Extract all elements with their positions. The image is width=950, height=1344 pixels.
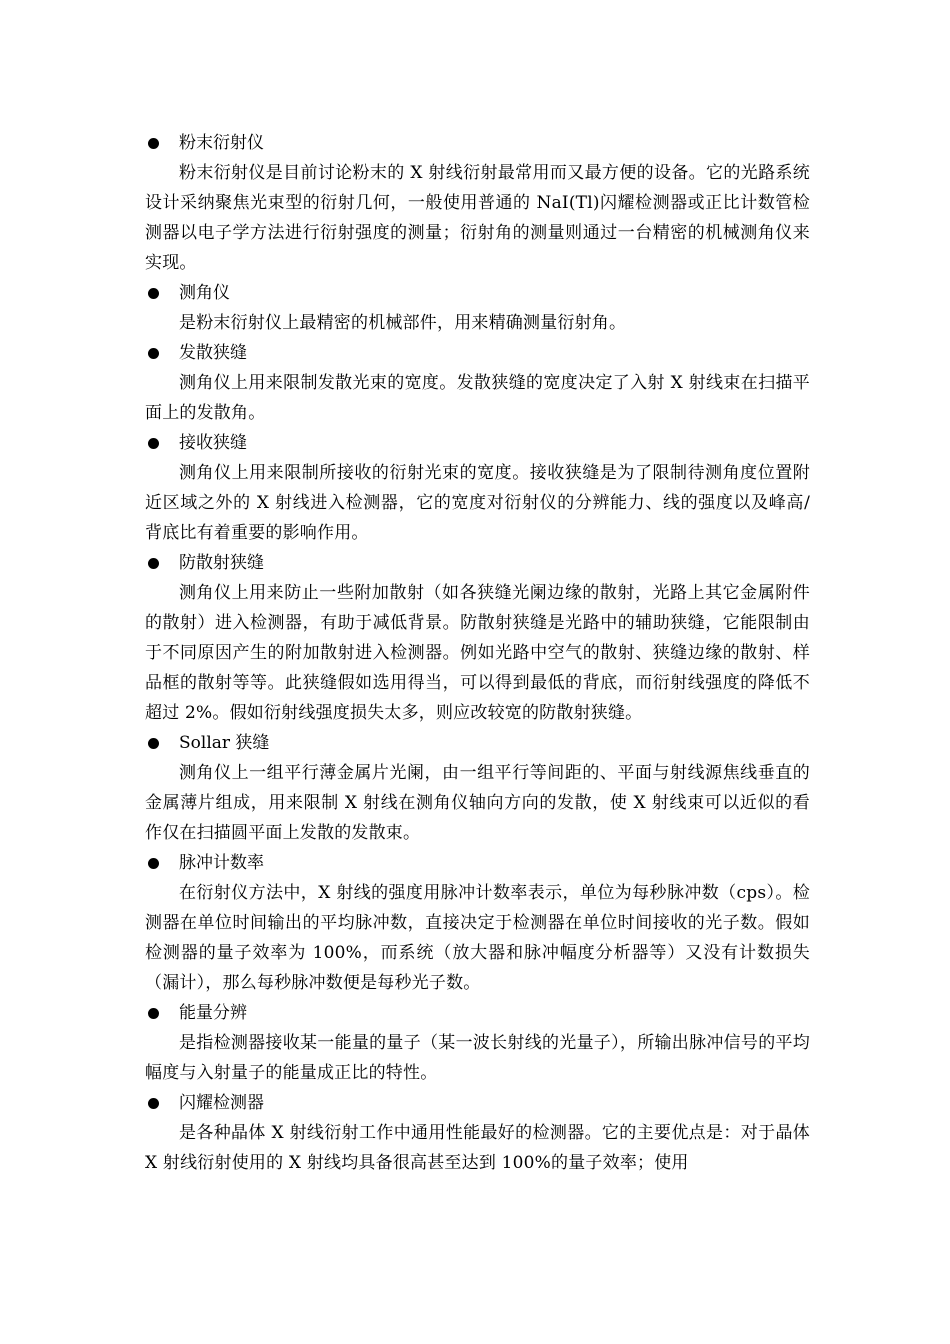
term-heading — [145, 128, 810, 158]
term-label: 粉末衍射仪 — [179, 133, 264, 153]
entry-divergence-slit — [145, 338, 810, 428]
bullet-icon — [148, 288, 159, 299]
bullet-icon — [148, 558, 159, 569]
term-label: 接收狭缝 — [179, 433, 247, 453]
entry-scintillation-detector — [145, 1088, 810, 1178]
entry-receiving-slit — [145, 428, 810, 548]
bullet-icon — [148, 1008, 159, 1019]
entry-powder-diffractometer — [145, 128, 810, 278]
entry-goniometer — [145, 278, 810, 338]
bullet-icon — [148, 348, 159, 359]
term-heading — [145, 848, 810, 878]
bullet-icon — [148, 438, 159, 449]
term-description: 测角仪上一组平行薄金属片光阑，由一组平行等间距的、平面与射线源焦线垂直的金属薄片组成，用来限制 X 射线在测角仪轴向方向的发散，使 X 射线束可以近似的看作仅在扫描圆平面上发散的发散束。 — [145, 763, 810, 843]
entry-energy-resolution — [145, 998, 810, 1088]
term-heading — [145, 548, 810, 578]
term-heading — [145, 998, 810, 1028]
bullet-icon — [148, 138, 159, 149]
entry-anti-scatter-slit — [145, 548, 810, 728]
term-description: 粉末衍射仪是目前讨论粉末的 X 射线衍射最常用而又最方便的设备。它的光路系统设计采纳聚焦光束型的衍射几何，一般使用普通的 NaI(Tl)闪耀检测器或正比计数管检测器以电子学方法进行衍射强度的测量；衍射角的测量则通过一台精密的机械测角仪来实现。 — [145, 163, 810, 273]
term-label: Sollar 狭缝 — [179, 733, 270, 753]
entry-pulse-count-rate — [145, 848, 810, 998]
term-description: 是各种晶体 X 射线衍射工作中通用性能最好的检测器。它的主要优点是：对于晶体 X 射线衍射使用的 X 射线均具备很高甚至达到 100%的量子效率；使用 — [145, 1123, 810, 1173]
term-label: 能量分辨 — [179, 1003, 247, 1023]
document-page — [145, 128, 810, 1178]
term-label: 防散射狭缝 — [179, 553, 264, 573]
term-label: 闪耀检测器 — [179, 1093, 264, 1113]
term-description: 测角仪上用来限制所接收的衍射光束的宽度。接收狭缝是为了限制待测角度位置附近区域之外的 X 射线进入检测器，它的宽度对衍射仪的分辨能力、线的强度以及峰高/背底比有着重要的影响作用。 — [145, 463, 810, 543]
term-description: 在衍射仪方法中，X 射线的强度用脉冲计数率表示，单位为每秒脉冲数（cps）。检测器在单位时间输出的平均脉冲数，直接决定于检测器在单位时间接收的光子数。假如检测器的量子效率为 100%，而系统（放大器和脉冲幅度分析器等）又没有计数损失（漏计），那么每秒脉冲数便是每秒光子数。 — [145, 883, 810, 993]
bullet-icon — [148, 1098, 159, 1109]
term-heading — [145, 1088, 810, 1118]
term-heading — [145, 278, 810, 308]
term-description: 是粉末衍射仪上最精密的机械部件，用来精确测量衍射角。 — [179, 313, 627, 333]
entry-sollar-slit — [145, 728, 810, 848]
term-description: 是指检测器接收某一能量的量子（某一波长射线的光量子），所输出脉冲信号的平均幅度与入射量子的能量成正比的特性。 — [145, 1033, 810, 1083]
term-label: 发散狭缝 — [179, 343, 247, 363]
term-label: 测角仪 — [179, 283, 230, 303]
term-heading — [145, 428, 810, 458]
term-description: 测角仪上用来防止一些附加散射（如各狭缝光阑边缘的散射，光路上其它金属附件的散射）进入检测器，有助于减低背景。防散射狭缝是光路中的辅助狭缝，它能限制由于不同原因产生的附加散射进入检测器。例如光路中空气的散射、狭缝边缘的散射、样品框的散射等等。此狭缝假如选用得当，可以得到最低的背底，而衍射线强度的降低不超过 2%。假如衍射线强度损失太多，则应改较宽的防散射狭缝。 — [145, 583, 810, 723]
bullet-icon — [148, 858, 159, 869]
term-label: 脉冲计数率 — [179, 853, 264, 873]
bullet-icon — [148, 738, 159, 749]
term-heading — [145, 338, 810, 368]
term-heading — [145, 728, 810, 758]
term-description: 测角仪上用来限制发散光束的宽度。发散狭缝的宽度决定了入射 X 射线束在扫描平面上的发散角。 — [145, 373, 810, 423]
